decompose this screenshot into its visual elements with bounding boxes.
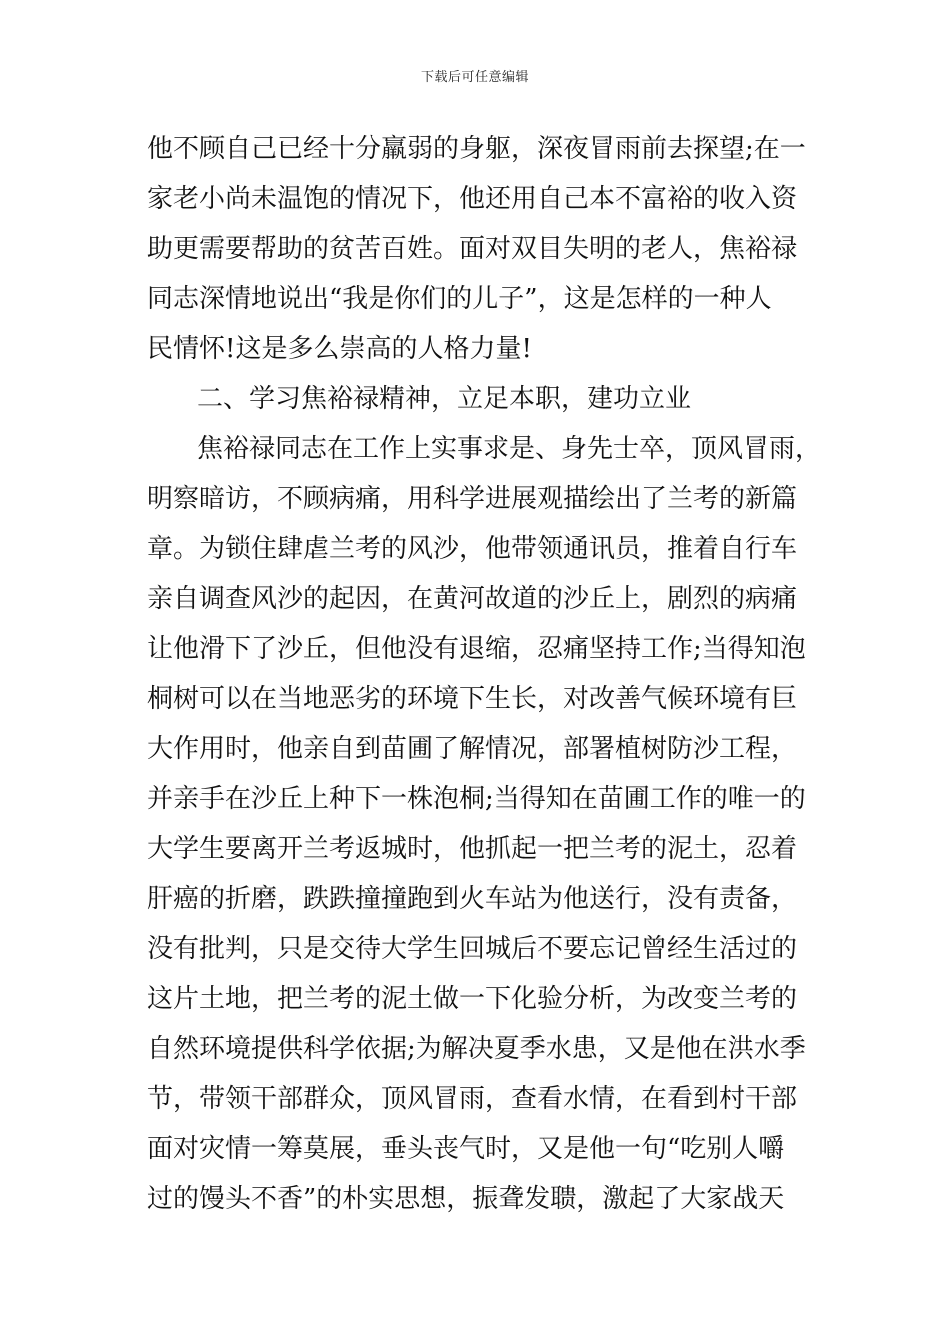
text-line: 节，带领干部群众，顶风冒雨，查看水情，在看到村干部 (147, 1084, 798, 1114)
text-line: 民情怀!这是多么崇高的人格力量! (147, 334, 532, 364)
text-line: 面对灾情一筹莫展，垂头丧气时，又是他一句“吃别人嚼 (147, 1134, 785, 1164)
text-line: 助更需要帮助的贫苦百姓。面对双目失明的老人，焦裕禄 (147, 234, 798, 264)
text-line: 这片土地，把兰考的泥土做一下化验分析，为改变兰考的 (147, 984, 798, 1014)
text-line: 家老小尚未温饱的情况下，他还用自己本不富裕的收入资 (147, 184, 798, 214)
text-line: 大作用时，他亲自到苗圃了解情况，部署植树防沙工程， (147, 734, 798, 764)
text-line: 让他滑下了沙丘，但他没有退缩，忍痛坚持工作;当得知泡 (147, 634, 806, 664)
text-line: 自然环境提供科学依据;为解决夏季水患，又是他在洪水季 (147, 1034, 806, 1064)
text-line: 没有批判，只是交待大学生回城后不要忘记曾经生活过的 (147, 934, 798, 964)
text-line: 大学生要离开兰考返城时，他抓起一把兰考的泥土，忍着 (147, 834, 798, 864)
text-line: 桐树可以在当地恶劣的环境下生长，对改善气候环境有巨 (147, 684, 798, 714)
text-line: 并亲手在沙丘上种下一株泡桐;当得知在苗圃工作的唯一的 (147, 784, 806, 814)
document-body (147, 124, 837, 1224)
text-line: 同志深情地说出“我是你们的儿子”，这是怎样的一种人 (147, 284, 772, 314)
text-line: 肝癌的折磨，跌跌撞撞跑到火车站为他送行，没有责备， (147, 884, 798, 914)
text-line: 他不顾自己已经十分羸弱的身躯，深夜冒雨前去探望;在一 (147, 134, 806, 164)
paragraph-first-line: 焦裕禄同志在工作上实事求是、身先士卒，顶风冒雨， (197, 434, 822, 464)
text-line: 章。为锁住肆虐兰考的风沙，他带领通讯员，推着自行车 (147, 534, 798, 564)
text-line: 亲自调查风沙的起因，在黄河故道的沙丘上，剧烈的病痛 (147, 584, 798, 614)
text-line: 过的馒头不香”的朴实思想，振聋发聩，激起了大家战天 (147, 1184, 785, 1214)
section-heading: 二、学习焦裕禄精神，立足本职，建功立业 (197, 384, 692, 414)
text-line: 明察暗访，不顾病痛，用科学进展观描绘出了兰考的新篇 (147, 484, 798, 514)
page-header: 下载后可任意编辑 (420, 70, 529, 85)
